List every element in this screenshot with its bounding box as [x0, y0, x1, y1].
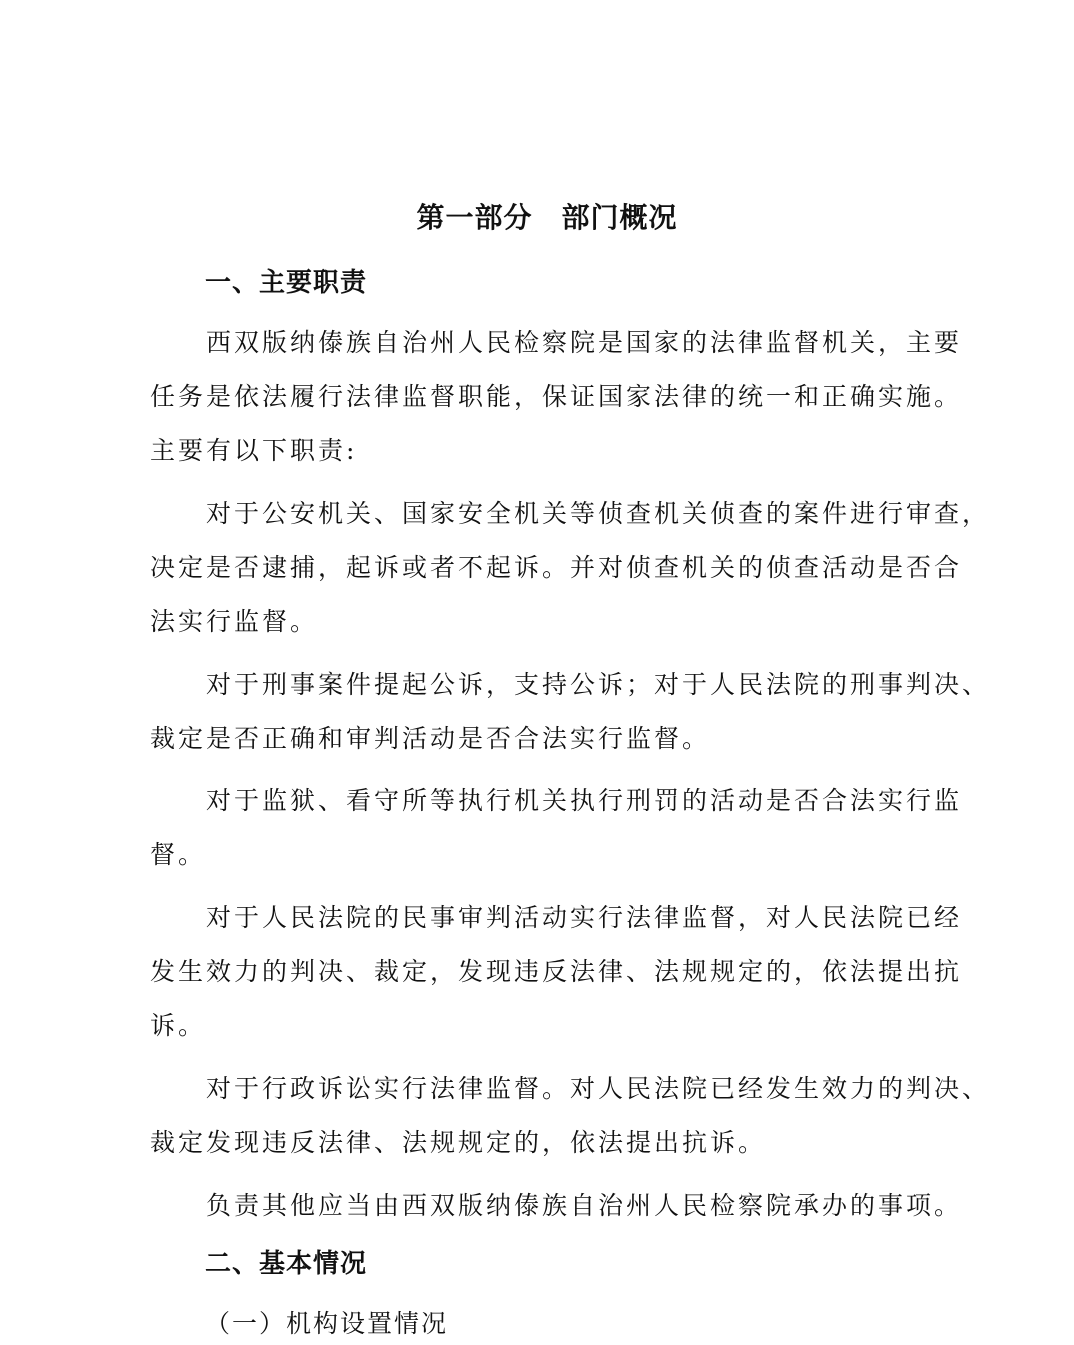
document-title: 第一部分 部门概况: [416, 201, 678, 234]
paragraph-line: 任务是依法履行法律监督职能，保证国家法律的统一和正确实施。: [150, 382, 963, 411]
paragraph-line: 西双版纳傣族自治州人民检察院是国家的法律监督机关，主要: [206, 328, 963, 357]
paragraph-line: 诉。: [150, 1011, 207, 1040]
paragraph-line: 裁定是否正确和审判活动是否合法实行监督。: [150, 724, 711, 753]
paragraph-line: 对于行政诉讼实行法律监督。对人民法院已经发生效力的判决、: [206, 1074, 991, 1103]
section-heading-main-duties: 一、主要职责: [205, 268, 368, 298]
subsection-heading-org-setup: （一）机构设置情况: [205, 1309, 449, 1338]
paragraph-line: 主要有以下职责:: [150, 436, 358, 465]
section-heading-basic-info: 二、基本情况: [205, 1249, 368, 1279]
paragraph-line: 对于人民法院的民事审判活动实行法律监督，对人民法院已经: [206, 903, 963, 932]
paragraph-line: 裁定发现违反法律、法规规定的，依法提出抗诉。: [150, 1128, 767, 1157]
paragraph-line: 决定是否逮捕，起诉或者不起诉。并对侦查机关的侦查活动是否合: [150, 553, 963, 582]
paragraph-line: 对于监狱、看守所等执行机关执行刑罚的活动是否合法实行监: [206, 786, 963, 815]
paragraph-line: 对于刑事案件提起公诉，支持公诉；对于人民法院的刑事判决、: [206, 670, 991, 699]
paragraph-line: 对于公安机关、国家安全机关等侦查机关侦查的案件进行审查，: [206, 499, 991, 528]
paragraph-line: 发生效力的判决、裁定，发现违反法律、法规规定的，依法提出抗: [150, 957, 963, 986]
paragraph-line: 督。: [150, 840, 207, 869]
paragraph-line: 负责其他应当由西双版纳傣族自治州人民检察院承办的事项。: [206, 1191, 963, 1220]
paragraph-line: 法实行监督。: [150, 607, 319, 636]
